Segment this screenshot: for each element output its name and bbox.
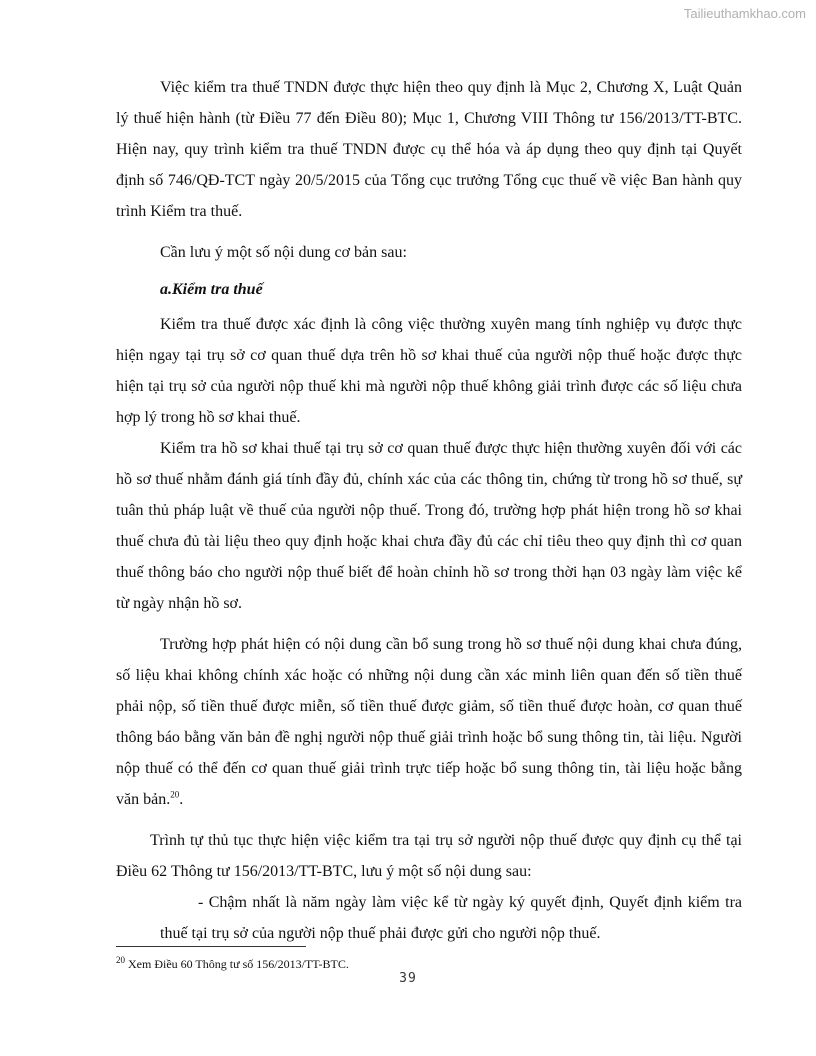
paragraph-3: Kiểm tra thuế được xác định là công việc thường xuyên mang tính nghiệp vụ được thực hiện ngay tại trụ sở cơ quan thuế dựa trên hồ sơ khai thuế của người nộp thuế hoặc được thực hiện tại trụ sở của người nộp thuế khi mà người nộp thuế không giải trình được các số liệu chưa hợp lý trong hồ sơ khai thuế. [116,316,742,426]
paragraph-5-end: . [179,791,184,808]
paragraph-5 [116,629,742,815]
footnote-text: Xem Điều 60 Thông tư số 156/2013/TT-BTC. [125,957,349,971]
document-body [116,72,742,949]
paragraph-4: Kiểm tra hồ sơ khai thuế tại trụ sở cơ quan thuế được thực hiện thường xuyên đối với các hồ sơ thuế nhằm đánh giá tính đầy đủ, chính xác của các thông tin, chứng từ trong hồ sơ thuế, sự tuân thủ pháp luật về thuế của người nộp thuế. Trong đó, trường hợp phát hiện trong hồ sơ khai thuế chưa đủ tài liệu theo quy định hoặc khai chưa đầy đủ các chỉ tiêu theo quy định thì cơ quan thuế thông báo cho người nộp thuế biết để hoàn chỉnh hồ sơ trong thời hạn 03 ngày làm việc kể từ ngày nhận hồ sơ. [116,440,742,612]
section-heading: a.Kiểm tra thuế [160,281,263,298]
paragraph-7: - Chậm nhất là năm ngày làm việc kể từ ngày ký quyết định, Quyết định kiểm tra thuế tại trụ sở của người nộp thuế phải được gửi cho người nộp thuế. [160,894,742,942]
paragraph-5-text: Trường hợp phát hiện có nội dung cần bổ sung trong hồ sơ thuế nội dung khai chưa đúng, số liệu khai không chính xác hoặc có những nội dung cần xác minh liên quan đến số tiền thuế phải nộp, số tiền thuế được miễn, số tiền thuế được giảm, số tiền thuế được hoàn, cơ quan thuế thông báo bằng văn bản đề nghị người nộp thuế giải trình hoặc bổ sung thông tin, tài liệu. Người nộp thuế có thể đến cơ quan thuế giải trình trực tiếp hoặc bổ sung thông tin, tài liệu hoặc bằng văn bản. [116,636,742,808]
footnote-number: 20 [116,955,125,965]
paragraph-2: Cần lưu ý một số nội dung cơ bản sau: [160,244,407,261]
footnote-divider [116,946,306,947]
page-number: 39 [399,971,417,986]
footnote-reference: 20 [170,789,180,800]
footnote [116,957,349,971]
paragraph-1: Việc kiểm tra thuế TNDN được thực hiện theo quy định là Mục 2, Chương X, Luật Quản lý thuế hiện hành (từ Điều 77 đến Điều 80); Mục 1, Chương VIII Thông tư 156/2013/TT-BTC. Hiện nay, quy trình kiểm tra thuế TNDN được cụ thể hóa và áp dụng theo quy định tại Quyết định số 746/QĐ-TCT ngày 20/5/2015 của Tổng cục trưởng Tổng cục thuế về việc Ban hành quy trình Kiểm tra thuế. [116,79,742,220]
paragraph-6: Trình tự thủ tục thực hiện việc kiểm tra tại trụ sở người nộp thuế được quy định cụ thể tại Điều 62 Thông tư 156/2013/TT-BTC, lưu ý một số nội dung sau: [116,832,742,880]
watermark: Tailieuthamkhao.com [683,6,806,21]
